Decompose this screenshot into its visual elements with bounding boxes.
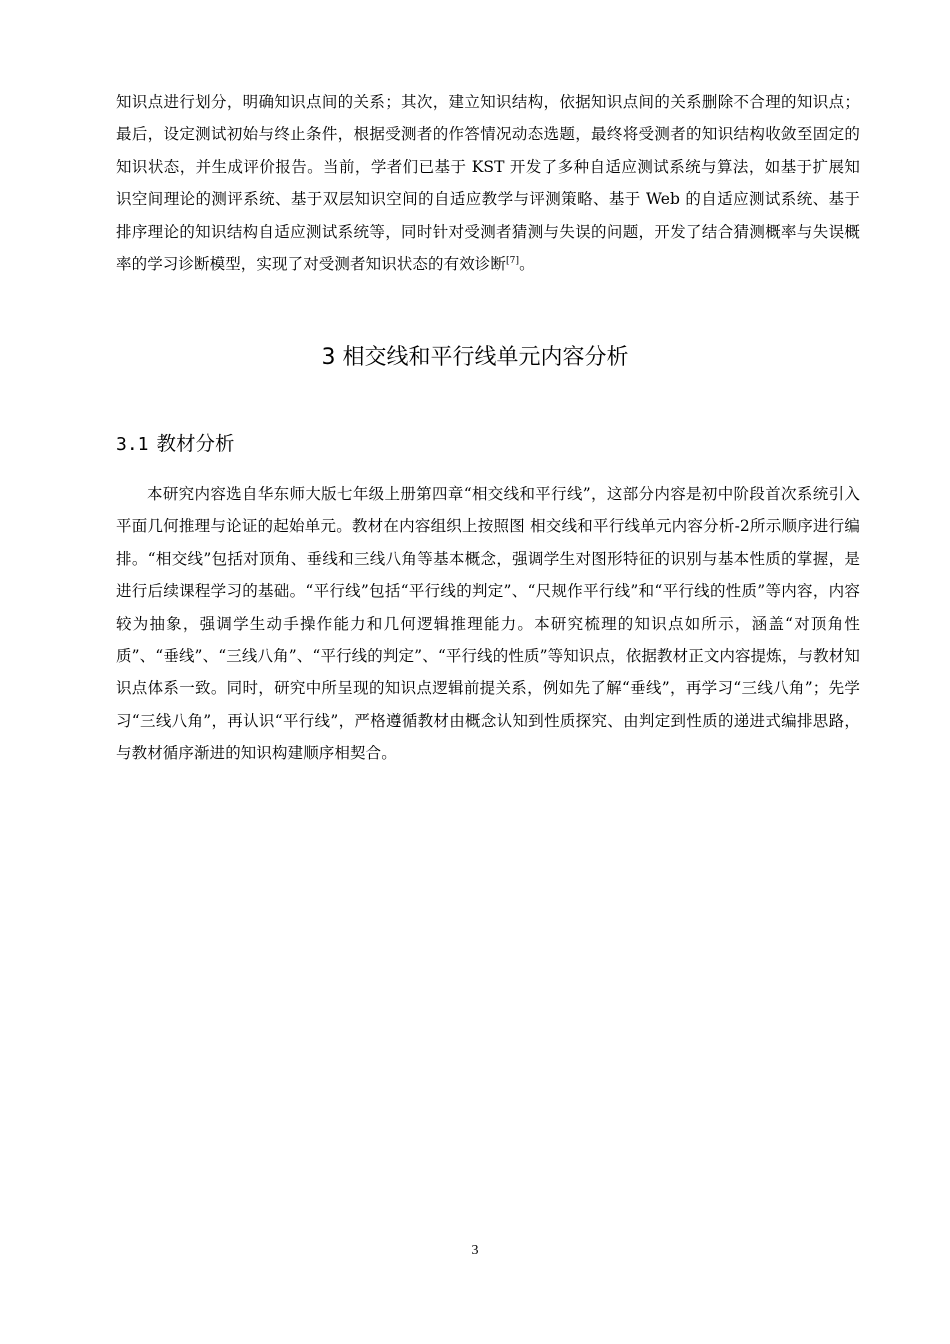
section-heading xyxy=(116,428,235,461)
section-number: 3.1 xyxy=(116,434,149,455)
section-title-text: 教材分析 xyxy=(156,432,235,455)
paragraph-end-punctuation: 。 xyxy=(519,255,535,274)
body-paragraph: 本研究内容选自华东师大版七年级上册第四章“相交线和平行线”，这部分内容是初中阶段首次系统引入平面几何推理与论证的起始单元。教材在内容组织上按照图 相交线和平行线单元内容分析-2所示顺序进行编排。“相交线”包括对顶角、垂线和三线八角等基本概念，强调学生对图形特征的识别与基本性质的掌握，是进行后续课程学习的基础。“平行线”包括“平行线的判定”、“尺规作平行线”和“平行线的性质”等内容，内容较为抽象，强调学生动手操作能力和几何逻辑推理能力。本研究梳理的知识点如所示，涵盖“对顶角性质”、“垂线”、“三线八角”、“平行线的判定”、“平行线的性质”等知识点，依据教材正文内容提炼，与教材知识点体系一致。同时，研究中所呈现的知识点逻辑前提关系，例如先了解“垂线”，再学习“三线八角”；先学习“三线八角”，再认识“平行线”，严格遵循教材由概念认知到性质探究、由判定到性质的递进式编排思路，与教材循序渐进的知识构建顺序相契合。 xyxy=(116,485,860,763)
chapter-heading: 3 相交线和平行线单元内容分析 xyxy=(321,345,629,370)
citation-reference: [7] xyxy=(506,255,520,266)
body-paragraph-continued xyxy=(116,86,860,280)
page-number: 3 xyxy=(471,1243,479,1258)
paragraph-text: 知识点进行划分，明确知识点间的关系；其次，建立知识结构，依据知识点间的关系删除不合理的知识点；最后，设定测试初始与终止条件，根据受测者的作答情况动态选题，最终将受测者的知识结构收敛至固定的知识状态，并生成评价报告。当前，学者们已基于 KST 开发了多种自适应测试系统与算法，如基于扩展知识空间理论的测评系统、基于双层知识空间的自适应教学与评测策略、基于 Web 的自适应测试系统、基于排序理论的知识结构自适应测试系统等，同时针对受测者猜测与失误的问题，开发了结合猜测概率与失误概率的学习诊断模型，实现了对受测者知识状态的有效诊断 xyxy=(116,93,860,274)
